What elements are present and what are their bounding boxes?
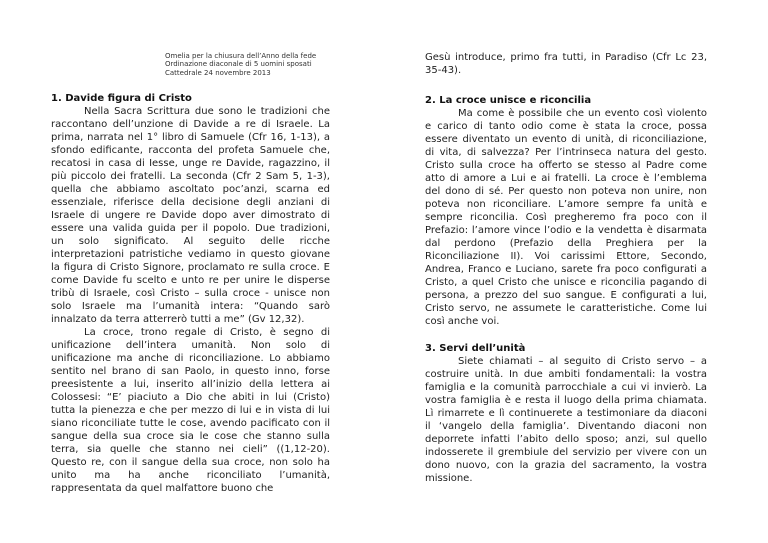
document-header [165, 52, 345, 77]
section-1-title: 1. Davide figura di Cristo [51, 93, 192, 104]
section-1-paragraph-2: La croce, trono regale di Cristo, è segno di unificazione dell’intera umanità. Non solo di unificazione ma anche di riconciliazione. Lo abbiamo sentito nel brano di san Paolo, in questo inno, forse preesistente a lui, inserito all’inizio della lettera ai Colossesi: “E’ piaciuto a Dio che abiti in lui (Cristo) tutta la pienezza e che per mezzo di lui e in vista di lui siano riconciliate tutte le cose, avendo pacificato con il sangue della sua croce sia le cose che stanno sulla terra, sia quelle che stanno nei cieli” ((1,12-20). Questo re, con il sangue della sua croce, non solo ha unito ma ha anche riconciliato l’umanità, rappresentata da quel malfattore buono che [51, 327, 330, 494]
section-3-title: 3. Servi dell’unità [425, 343, 526, 354]
section-3-paragraph: Siete chiamati – al seguito di Cristo servo – a costruire unità. In due ambiti fondamentali: la vostra famiglia e la comunità parrocchiale a cui vi invierò. La vostra famiglia è e resta il luogo della prima chiamata. Lì rimarrete e lì continuerete a testimoniare da diaconi il ‘vangelo della famiglia’. Diventando diaconi non deporrete infatti l’abito dello sposo; anzi, sul quello indosserete il grembiule del servizio per vivere con un dono nuovo, con la grazia del sacramento, la vostra missione. [425, 356, 707, 484]
section-2-paragraph: Ma come è possibile che un evento così violento e carico di tanto odio come è stata la croce, possa essere diventato un evento di unità, di riconciliazione, di vita, di salvezza? Per l’intrinseca natura del gesto. Cristo sulla croce ha offerto se stesso al Padre come atto di amore a Lui e ai fratelli. La croce è l’emblema del dono di sé. Per questo non poteva non unire, non poteva non riconciliare. L’amore sempre fa unità e sempre riconcilia. Così pregheremo fra poco con il Prefazio: l’amore vince l’odio e la vendetta è disarmata dal perdono (Prefazio della Preghiera per la Riconciliazione II). Voi carissimi Ettore, Secondo, Andrea, Franco e Luciano, sarete fra poco configurati a Cristo, a quel Cristo che unisce e riconcilia pagando di persona, a prezzo del suo sangue. E configurati a lui, Cristo servo, ne assumete le caratteristiche. Come lui così anche voi. [425, 108, 707, 327]
header-line-3: Cattedrale 24 novembre 2013 [165, 68, 271, 77]
left-column [51, 92, 330, 495]
section-1-paragraph-1: Nella Sacra Scrittura due sono le tradizioni che raccontano dell’unzione di Davide a re di Israele. La prima, narrata nel 1° libro di Samuele (Cfr 16, 1-13), a sfondo edificante, racconta del profeta Samuele che, recatosi in casa di Iesse, unge re Davide, ragazzino, il più piccolo dei fratelli. La seconda (Cfr 2 Sam 5, 1-3), quella che abbiamo ascoltato poc’anzi, scarna ed essenziale, riferisce della decisione degli anziani di Israele di ungere re Davide dopo aver dimostrato di essere una valida guida per il popolo. Due tradizioni, un solo significato. Al seguito delle ricche interpretazioni patristiche vediamo in questo giovane la figura di Cristo Signore, proclamato re sulla croce. E come Davide fu scelto e unto re per unire le disperse tribù di Israele, così Cristo – sulla croce - unisce non solo Israele ma l’umanità intera: “Quando sarò innalzato da terra atterrerò tutti a me” (Gv 12,32). [51, 106, 330, 325]
header-line-1: Omelia per la chiusura dell’Anno della fede [165, 52, 317, 60]
continued-paragraph: Gesù introduce, primo fra tutti, in Paradiso (Cfr Lc 23, 35-43). [425, 52, 707, 76]
header-line-2: Ordinazione diaconale di 5 uomini sposati [165, 60, 312, 69]
right-column [425, 51, 707, 485]
section-2-title: 2. La croce unisce e riconcilia [425, 95, 592, 106]
